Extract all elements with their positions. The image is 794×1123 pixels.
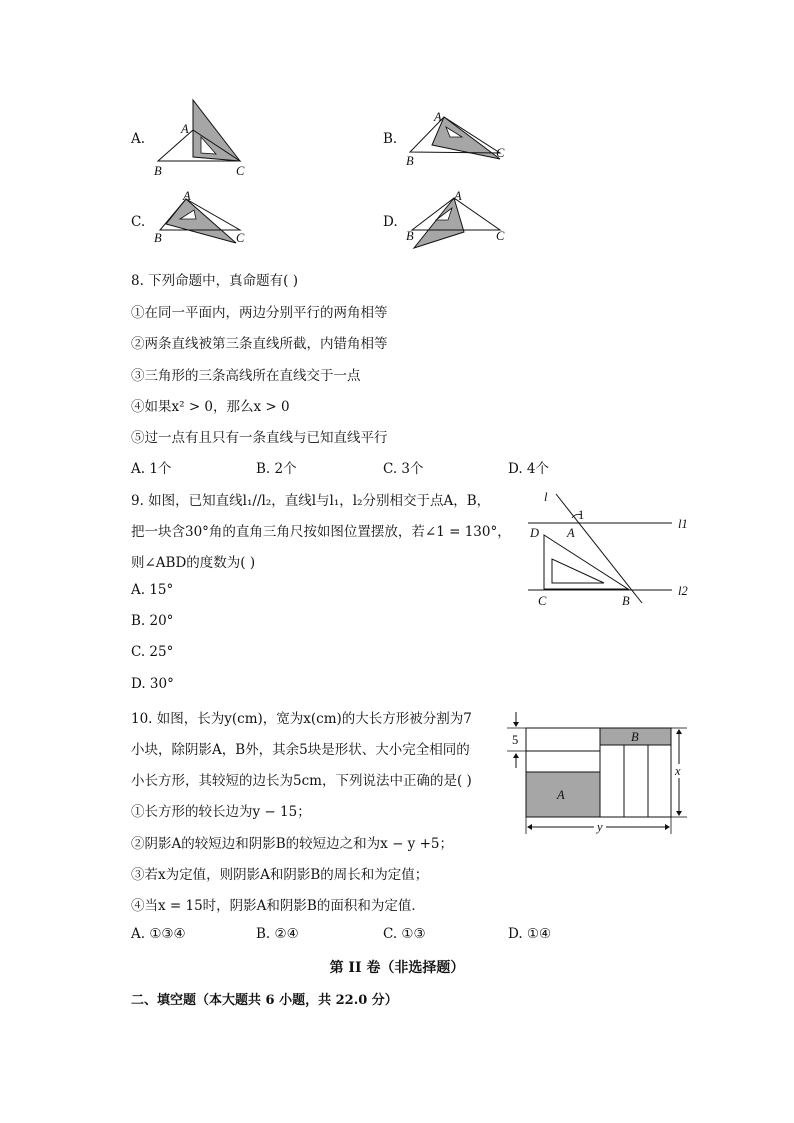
q7-option-b-figure xyxy=(402,105,517,170)
q9-label-a: A xyxy=(567,526,575,540)
q7d-label-b: B xyxy=(406,229,414,243)
q7b-label-a: A xyxy=(434,110,442,124)
q9-choice-c: C. 25° xyxy=(131,644,174,660)
q7a-label-a: A xyxy=(181,122,189,136)
section2-header: 二、填空题（本大题共 6 小题，共 22.0 分） xyxy=(131,993,398,1008)
q7a-label-c: C xyxy=(236,164,245,178)
q8-item-2: ②两条直线被第三条直线所截，内错角相等 xyxy=(131,336,388,352)
q7b-label-b: B xyxy=(406,154,414,168)
q9-label-1: 1 xyxy=(578,508,585,522)
q9-choice-a: A. 15° xyxy=(131,582,174,598)
q10-item-3: ③若x为定值，则阴影A和阴影B的周长和为定值； xyxy=(131,867,429,883)
q9-choice-d: D. 30° xyxy=(131,676,174,692)
q9-stem-line-3: 则∠ABD的度数为( ) xyxy=(131,555,256,571)
q10-label-y: y xyxy=(597,820,603,834)
q8-item-1: ①在同一平面内，两边分别平行的两角相等 xyxy=(131,305,388,321)
q9-stem-line-2: 把一块含30°角的直角三角尺按如图位置摆放，若∠1 = 130°， xyxy=(131,524,511,540)
q9-label-d: D xyxy=(530,526,540,540)
q10-item-2: ②阴影A的较短边和阴影B的较短边之和为x − y +5； xyxy=(131,836,453,852)
q10-dimx-arrowhead-top xyxy=(676,729,682,734)
q10-choice-c: C. ①③ xyxy=(383,926,426,942)
q7-option-d-label: D. xyxy=(383,214,398,230)
q10-choice-b: B. ②④ xyxy=(256,926,299,942)
q7-option-c-label: C. xyxy=(131,214,146,230)
q7-option-d-figure xyxy=(402,188,517,250)
q9-label-l2: l2 xyxy=(678,584,688,598)
q7-option-b-label: B. xyxy=(383,131,398,147)
q10-stem-line-2: 小块，除阴影A，B外，其余5块是形状、大小完全相同的 xyxy=(131,742,470,758)
q7c-label-b: B xyxy=(154,231,162,245)
q8-item-4: ④如果x² > 0，那么x > 0 xyxy=(131,399,290,415)
q9-label-l1: l1 xyxy=(678,517,688,531)
q10-dim5-arrowhead-bottom xyxy=(513,753,519,758)
q10-label-x: x xyxy=(675,764,681,778)
q8-choice-a: A. 1个 xyxy=(131,461,172,477)
q8-choice-b: B. 2个 xyxy=(256,461,297,477)
q7d-label-c: C xyxy=(496,229,505,243)
q10-item-4: ④当x = 15时，阴影A和阴影B的面积和为定值． xyxy=(131,898,425,914)
section-title: 第 II 卷（非选择题） xyxy=(329,960,465,976)
q9-choice-b: B. 20° xyxy=(131,613,174,629)
q9-label-l: l xyxy=(544,490,548,504)
q7c-triangle-ruler xyxy=(166,199,236,243)
q10-choice-d: D. ①④ xyxy=(508,926,552,942)
q8-choice-d: D. 4个 xyxy=(508,461,550,477)
q10-label-a: A xyxy=(557,788,565,802)
q7c-label-a: A xyxy=(183,189,191,203)
q8-item-3: ③三角形的三条高线所在直线交于一点 xyxy=(131,368,361,384)
q9-figure xyxy=(522,485,697,610)
q9-line-l xyxy=(556,494,642,603)
q9-triangle-outer xyxy=(544,535,628,589)
q9-triangle-inner xyxy=(552,559,604,583)
q10-label-b: B xyxy=(631,730,639,744)
q10-stem-line-3: 小长方形，其较短的边长为5cm，下列说法中正确的是( ) xyxy=(131,773,472,789)
q10-dimy-arrowhead-right xyxy=(665,824,670,830)
q7-option-c-figure xyxy=(150,188,265,250)
q7a-triangle-ruler xyxy=(193,100,240,161)
q7-option-a-figure xyxy=(150,95,260,180)
q9-label-c: C xyxy=(538,594,547,608)
q7a-label-b: B xyxy=(154,164,162,178)
q10-dimx-arrowhead-bottom xyxy=(676,811,682,816)
q10-label-5: 5 xyxy=(512,733,519,747)
q9-stem-line-1: 9. 如图，已知直线l₁//l₂，直线l与l₁，l₂分别相交于点A，B， xyxy=(131,493,491,509)
q10-figure xyxy=(505,708,695,840)
q10-stem-line-1: 10. 如图，长为y(cm)，宽为x(cm)的大长方形被分割为7 xyxy=(131,711,472,727)
q10-item-1: ①长方形的较长边为y − 15； xyxy=(131,804,311,820)
q9-label-b: B xyxy=(622,594,630,608)
q7b-label-c: C xyxy=(496,146,505,160)
q8-item-5: ⑤过一点有且只有一条直线与已知直线平行 xyxy=(131,430,388,446)
q10-dimy-arrowhead-left xyxy=(527,824,532,830)
q10-dim5-arrowhead-top xyxy=(513,722,519,727)
q7d-label-a: A xyxy=(454,189,462,203)
q7c-label-c: C xyxy=(236,231,245,245)
q8-choice-c: C. 3个 xyxy=(383,461,424,477)
q8-stem: 8. 下列命题中，真命题有( ) xyxy=(131,273,298,289)
q7-option-a-label: A. xyxy=(131,131,146,147)
q10-choice-a: A. ①③④ xyxy=(131,926,186,942)
